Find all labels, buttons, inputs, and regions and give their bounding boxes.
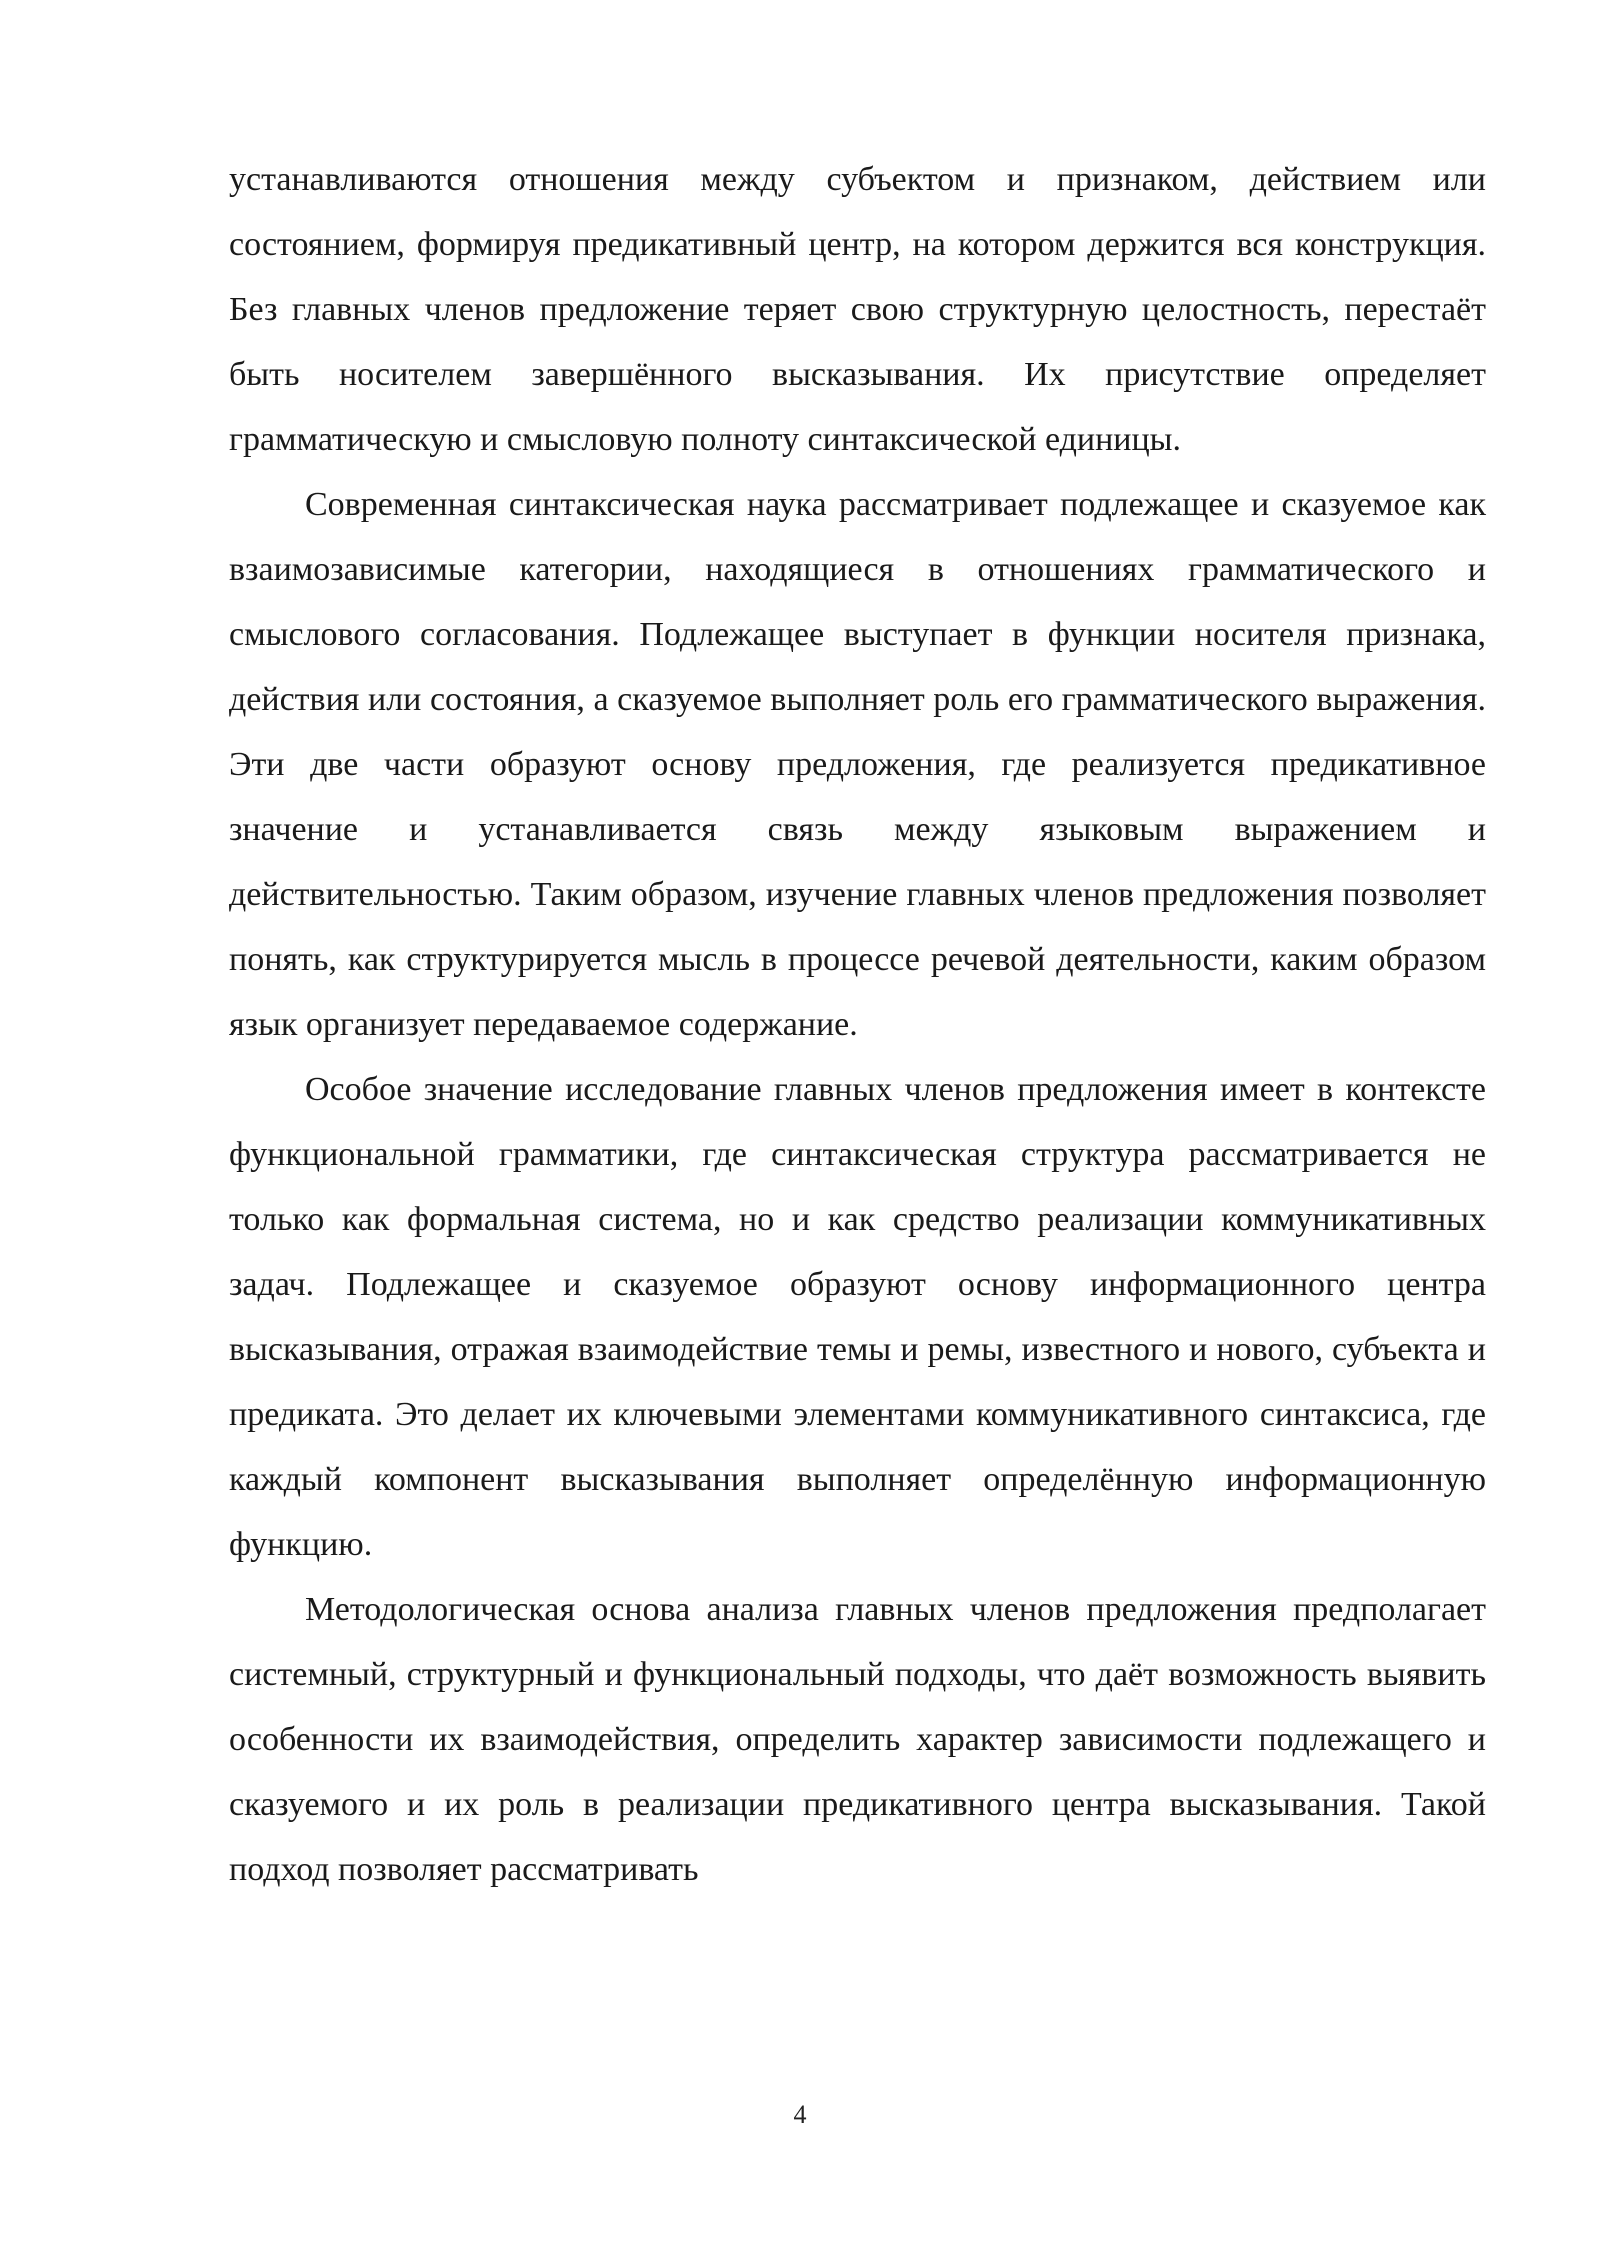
page-number: 4 [793, 2100, 807, 2129]
paragraph: Особое значение исследование главных членов предложения имеет в контексте функциональной грамматики, где синтаксическая структура рассматривается не только как формальная система, но и как средство реализации коммуникативных задач. Подлежащее и сказуемое образуют основу информационного центра высказывания, отражая взаимодействие темы и ремы, известного и нового, субъекта и предиката. Это делает их ключевыми элементами коммуникативного синтаксиса, где каждый компонент высказывания выполняет определённую информационную функцию. [229, 1071, 1486, 1563]
paragraph: Методологическая основа анализа главных членов предложения предполагает системный, структурный и функциональный подходы, что даёт возможность выявить особенности их взаимодействия, определить характер зависимости подлежащего и сказуемого и их роль в реализации предикативного центра высказывания. Такой подход позволяет рассматривать [229, 1591, 1486, 1888]
body-text [229, 147, 1486, 1902]
paragraph: Современная синтаксическая наука рассматривает подлежащее и сказуемое как взаимозависимые категории, находящиеся в отношениях грамматического и смыслового согласования. Подлежащее выступает в функции носителя признака, действия или состояния, а сказуемое выполняет роль его грамматического выражения. Эти две части образуют основу предложения, где реализуется предикативное значение и устанавливается связь между языковым выражением и действительностью. Таким образом, изучение главных членов предложения позволяет понять, как структурируется мысль в процессе речевой деятельности, каким образом язык организует передаваемое содержание. [229, 486, 1486, 1043]
paragraph-continuation: устанавливаются отношения между субъектом и признаком, действием или состоянием, формируя предикативный центр, на котором держится вся конструкция. Без главных членов предложение теряет свою структурную целостность, перестаёт быть носителем завершённого высказывания. Их присутствие определяет грамматическую и смысловую полноту синтаксической единицы. [229, 161, 1486, 458]
